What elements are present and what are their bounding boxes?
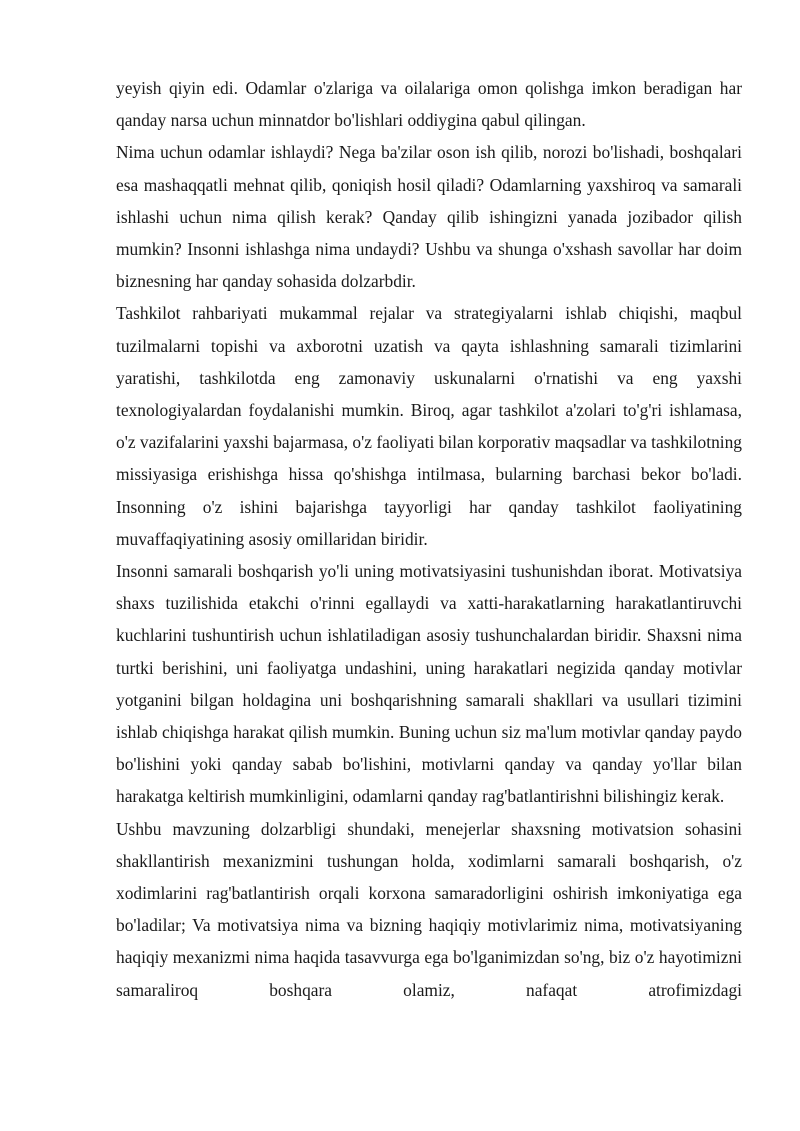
document-page	[116, 72, 742, 1006]
paragraph-management: Tashkilot rahbariyati mukammal rejalar va strategiyalarni ishlab chiqishi, maqbul tuzilmalarni topishi va axborotni uzatish va qayta ishlashning samarali tizimlarini yaratishi, tashkilotda eng zamonaviy uskunalarni o'rnatishi va eng yaxshi texnologiyalardan foydalanishi mumkin. Biroq, agar tashkilot a'zolari to'g'ri ishlamasa, o'z vazifalarini yaxshi bajarmasa, o'z faoliyati bilan korporativ maqsadlar va tashkilotning missiyasiga erishishga hissa qo'shishga intilmasa, bularning barchasi bekor bo'ladi. Insonning o'z ishini bajarishga tayyorligi har qanday tashkilot faoliyatining muvaffaqiyatining asosiy omillaridan biridir.	[116, 303, 742, 549]
paragraph-continued: yeyish qiyin edi. Odamlar o'zlariga va oilalariga omon qolishga imkon beradigan har qanday narsa uchun minnatdor bo'lishlari oddiygina qabul qilingan.	[116, 78, 742, 131]
paragraph-motivation: Insonni samarali boshqarish yo'li uning motivatsiyasini tushunishdan iborat. Motivatsiya shaxs tuzilishida etakchi o'rinni egallaydi va xatti-harakatlarning harakatlantiruvchi kuchlarini tushuntirish uchun ishlatiladigan asosiy tushunchalardan biridir. Shaxsni nima turtki berishini, uni faoliyatga undashini, uning harakatlari negizida qanday motivlar yotganini bilgan holdagina uni boshqarishning samarali shakllari va usullari tizimini ishlab chiqishga harakat qilish mumkin. Buning uchun siz ma'lum motivlar qanday paydo bo'lishini yoki qanday sabab bo'lishini, motivlarni qanday va qanday yo'llar bilan harakatga keltirish mumkinligini, odamlarni qanday rag'batlantirishni bilishingiz kerak.	[116, 561, 742, 807]
paragraph-questions: Nima uchun odamlar ishlaydi? Nega ba'zilar oson ish qilib, norozi bo'lishadi, boshqalari esa mashaqqatli mehnat qilib, qoniqish hosil qiladi? Odamlarning yaxshiroq va samarali ishlashi uchun nima qilish kerak? Qanday qilib ishingizni yanada jozibador qilish mumkin? Insonni ishlashga nima undaydi? Ushbu va shunga o'xshash savollar har doim biznesning har qanday sohasida dolzarbdir.	[116, 142, 742, 292]
paragraph-relevance: Ushbu mavzuning dolzarbligi shundaki, menejerlar shaxsning motivatsion sohasini shakllantirish mexanizmini tushungan holda, xodimlarni samarali boshqarish, o'z xodimlarini rag'batlantirish orqali korxona samaradorligini oshirish imkoniyatiga ega bo'ladilar; Va motivatsiya nima va bizning haqiqiy motivlarimiz nima, motivatsiyaning haqiqiy mexanizmi nima haqida tasavvurga ega bo'lganimizdan so'ng, biz o'z hayotimizni samaraliroq boshqara olamiz, nafaqat atrofimizdagi	[116, 818, 742, 1000]
